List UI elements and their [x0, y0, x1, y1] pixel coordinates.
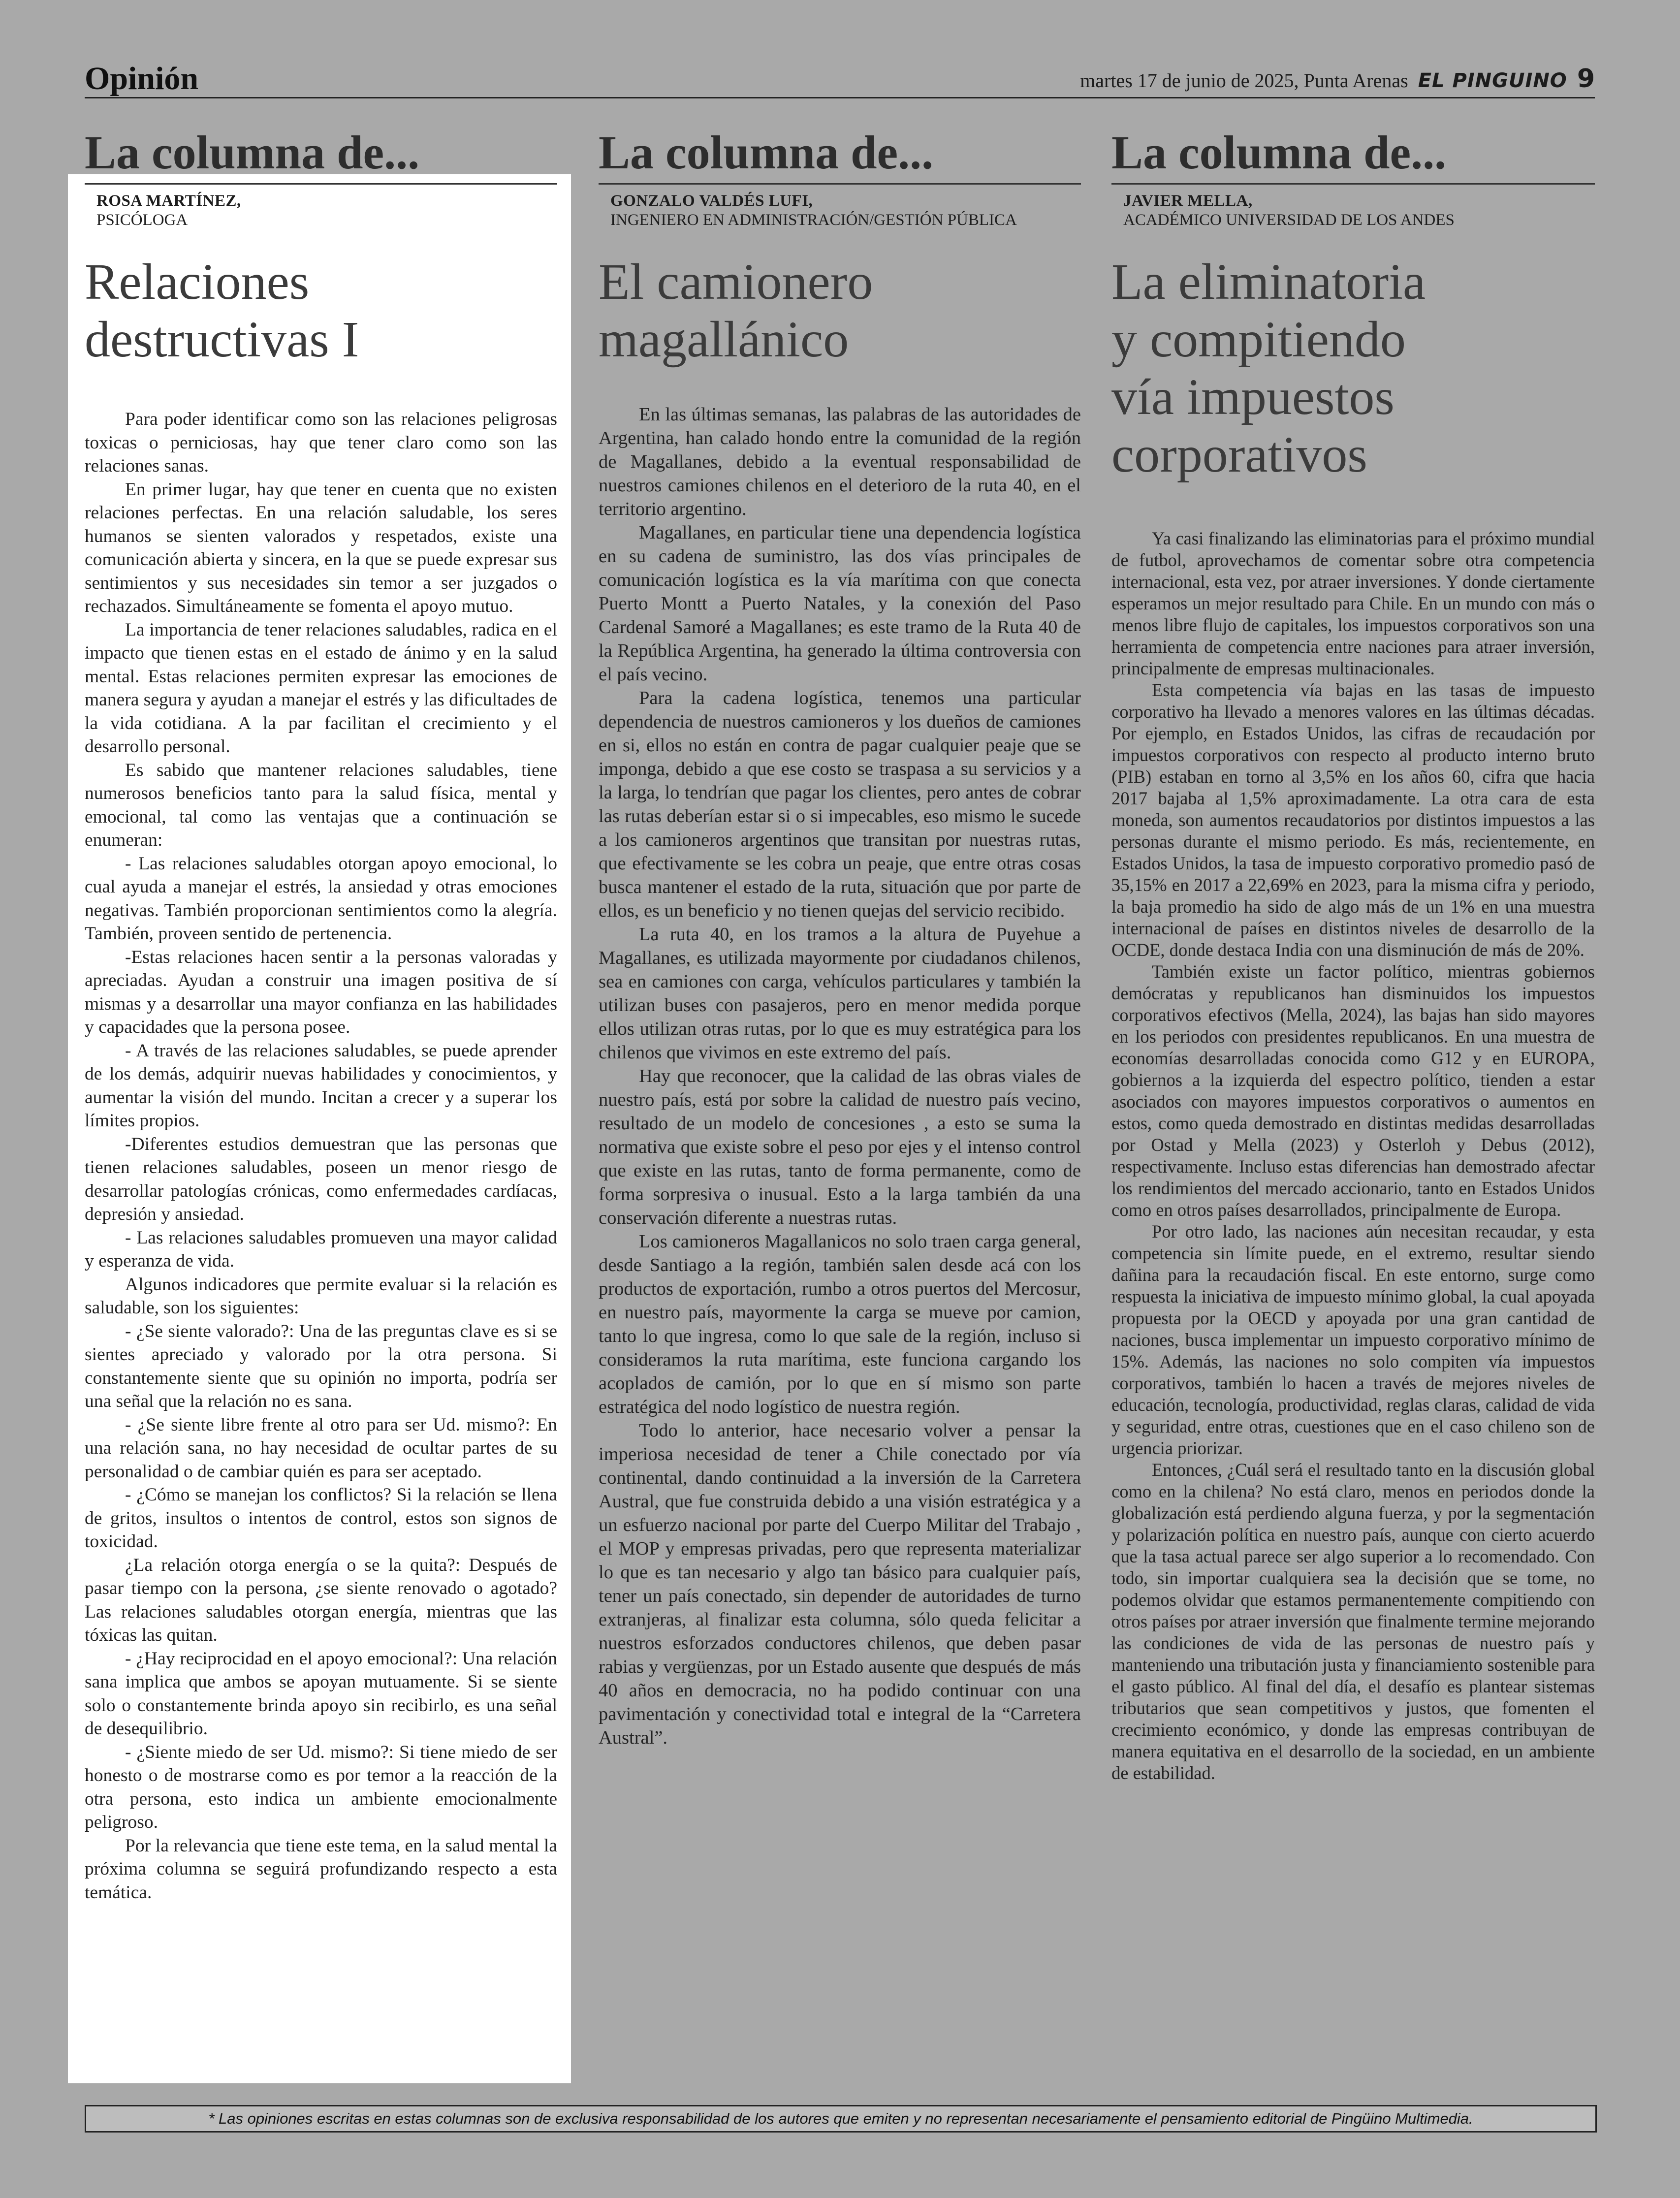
column-javier-mella — [1111, 126, 1595, 1784]
article-paragraph: Ya casi finalizando las eliminatorias para el próximo mundial de futbol, aprovechamos de comentar sobre otra competencia internacional, esta vez, por atraer inversiones. Y donde ciertamente esperamos un mejor resultado para Chile. En un mundo con más o menos libre flujo de capitales, los impuestos corporativos son una herramienta de competencia entre naciones para atraer inversión, principalmente de empresas multinacionales. — [1111, 528, 1595, 678]
column-kicker: La columna de... — [1111, 129, 1595, 185]
article-body — [85, 408, 557, 1904]
article-headline — [1111, 253, 1595, 483]
page-number: 9 — [1577, 64, 1595, 94]
article-paragraph: Para la cadena logística, tenemos una particular dependencia de nuestros camioneros y los dueños de camiones en si, ellos no están en contra de pagar cualquier peaje que se imponga, debido a que ese costo se traspasa a su servicios y a la larga, lo tendrían que pagar los clientes, pero antes de cobrar las rutas deberían estar si o si impecables, eso mismo le sucede a los camioneros argentinos que transitan por nuestras rutas, que efectivamente se les cobra un peaje, que entre otras cosas busca mantener el estado de la ruta, situación que por parte de ellos, es un beneficio y no tienen quejas del servicio recibido. — [599, 688, 1081, 921]
article-paragraph: - ¿Se siente libre frente al otro para ser Ud. mismo?: En una relación sana, no hay necesidad de ocultar partes de su personalidad o de cambiar quién es para ser aceptado. — [85, 1414, 557, 1482]
article-paragraph: - ¿Siente miedo de ser Ud. mismo?: Si tiene miedo de ser honesto o de mostrarse como es por temor a la reacción de la otra persona, esto indica un ambiente emocionalmente peligroso. — [85, 1742, 557, 1832]
article-paragraph: - Las relaciones saludables otorgan apoyo emocional, lo cual ayuda a manejar el estrés, la ansiedad y otras emociones negativas. También proporcionan sentimientos como la alegría. También, proveen sentido de pertenencia. — [85, 853, 557, 944]
article-paragraph: ¿La relación otorga energía o se la quita?: Después de pasar tiempo con la persona, ¿se siente renovado o agotado? Las relaciones saludables otorgan energía, mientras que las tóxicas las quitan. — [85, 1555, 557, 1645]
column-rosa-martinez — [85, 126, 557, 1904]
article-paragraph: - ¿Cómo se manejan los conflictos? Si la relación se llena de gritos, insultos o intentos de control, estos son signos de toxicidad. — [85, 1485, 557, 1552]
author-role: PSICÓLOGA — [96, 211, 188, 229]
article-paragraph: Para poder identificar como son las relaciones peligrosas toxicas o perniciosas, hay que tener claro como son las relaciones sanas. — [85, 409, 557, 476]
article-paragraph: Esta competencia vía bajas en las tasas de impuesto corporativo ha llevado a menores valores en las últimas décadas. Por ejemplo, en Estados Unidos, las cifras de recaudación por impuestos corporativos con respecto al producto interno bruto (PIB) estaban en torno al 3,5% en los años 60, cifra que hacia 2017 bajaba al 1,5% aproximadamente. La otra cara de esta moneda, son aumentos recaudatorios por distintos impuestos a las personas durante el mismo periodo. Es más, recientemente, en Estados Unidos, la tasa de impuesto corporativo promedio pasó de 35,15% en 2017 a 22,69% en 2023, para la misma cifra y periodo, la baja promedio ha sido de algo más de un 1% en una muestra internacional de países en distintos niveles de desarrollo de la OCDE, donde destaca India con una disminución de más de 20%. — [1111, 680, 1595, 960]
dateline: martes 17 de junio de 2025, Punta Arenas — [1080, 69, 1408, 92]
headline-line: La eliminatoria — [1111, 254, 1426, 310]
article-paragraph: La ruta 40, en los tramos a la altura de Puyehue a Magallanes, es utilizada mayormente por ciudadanos chilenos, sea en camiones con carga, vehículos particulares y también la utilizan buses con pasajeros, pero en menor medida porque ellos utilizan otras rutas, por lo que es muy estratégica para los chilenos que vivimos en este extremo del país. — [599, 924, 1081, 1063]
article-paragraph: Por la relevancia que tiene este tema, en la salud mental la próxima columna se seguirá profundizando respecto a esta temática. — [85, 1835, 557, 1903]
author-role: INGENIERO EN ADMINISTRACIÓN/GESTIÓN PÚBLICA — [610, 211, 1017, 229]
headline-line: vía impuestos — [1111, 369, 1395, 425]
footer-disclaimer: * Las opiniones escritas en estas columnas son de exclusiva responsabilidad de los autores que emiten y no representan necesariamente el pensamiento editorial de Pingüino Multimedia. — [85, 2105, 1597, 2133]
article-paragraph: Todo lo anterior, hace necesario volver a pensar la imperiosa necesidad de tener a Chile conectado por vía continental, dando continuidad a la inversión de la Carretera Austral, que fue construida debido a una visión estratégica y a un esfuerzo nacional por parte del Cuerpo Militar del Trabajo , el MOP y empresas privadas, pero que representa materializar lo que es tan necesario y algo tan básico para cualquier país, tener un país conectado, sin depender de autoridades de turno extranjeras, al finalizar esta columna, sólo queda felicitar a nuestros esforzados conductores chilenos, que deben pasar rabias y vergüenzas, por un Estado ausente que después de más 40 años en democracia, no ha podido continuar con una pavimentación y conectividad total e integral de la “Carretera Austral”. — [599, 1420, 1081, 1748]
article-headline — [85, 253, 557, 368]
headline-line: y compitiendo — [1111, 311, 1406, 368]
article-paragraph: -Estas relaciones hacen sentir a la personas valoradas y apreciadas. Ayudan a construir una imagen positiva de sí mismas y a desarrollar una mayor confianza en las habilidades y capacidades que la persona posee. — [85, 947, 557, 1037]
masthead — [1080, 64, 1595, 94]
article-paragraph: En las últimas semanas, las palabras de las autoridades de Argentina, han calado hondo entre la comunidad de la región de Magallanes, debido a la eventual responsabilidad de nuestros camiones chilenos en el deterioro de la ruta 40, en el territorio argentino. — [599, 404, 1081, 519]
article-paragraph: Los camioneros Magallanicos no solo traen carga general, desde Santiago a la región, también salen desde acá con los productos de exportación, rumbo a otros puertos del Mercosur, en nuestro país, mayormente la carga se mueve por camion, tanto lo que ingresa, como lo que sale de la región, incluso si consideramos la ruta marítima, este funciona cargando los acoplados de camión, por lo que en sí mismo son parte estratégica del nodo logístico de nuestra región. — [599, 1231, 1081, 1417]
article-paragraph: Es sabido que mantener relaciones saludables, tiene numerosos beneficios tanto para la salud física, mental y emocional, tal como las ventajas que a continuación se enumeran: — [85, 760, 557, 850]
headline-line: corporativos — [1111, 426, 1367, 483]
article-paragraph: Por otro lado, las naciones aún necesitan recaudar, y esta competencia sin límite puede, en el extremo, resultar siendo dañina para la recaudación fiscal. En este entorno, surge como respuesta la iniciativa de impuesto mínimo global, la cual apoyada propuesta por la OECD y apoyada por una gran cantidad de naciones, busca implementar un impuesto corporativo mínimo de 15%. Además, las naciones no solo compiten vía impuestos corporativos, también lo hacen a través de mejores niveles de educación, tecnología, productividad, reglas claras, calidad de vida y seguridad, entre otras, cuestiones que en el caso chileno son de urgencia priorizar. — [1111, 1221, 1595, 1458]
article-paragraph: En primer lugar, hay que tener en cuenta que no existen relaciones perfectas. En una relación saludable, los seres humanos se sienten valorados y respetados, existe una comunicación abierta y sincera, en la que se puede expresar sus sentimientos y sus necesidades sin temor a ser juzgados o rechazados. Simultáneamente se fomenta el apoyo mutuo. — [85, 479, 557, 616]
article-paragraph: También existe un factor político, mientras gobiernos demócratas y republicanos han disminuidos los impuestos corporativos efectivos (Mella, 2024), las bajas han sido mayores en los periodos con presidentes republicanos. En una muestra de economías desarrolladas conocida como G12 y en EUROPA, gobiernos a la izquierda del espectro político, tienden a estar asociados con mayores impuestos corporativos o aumentos en estos, como queda demostrado en distintas medidas desarrolladas por Ostad y Mella (2023) y Osterloh y Debus (2012), respectivamente. Incluso estas diferencias han demostrado afectar los rendimientos del mercado accionario, tanto en Estados Unidos como en otros países desarrollados, principalmente de Europa. — [1111, 961, 1595, 1220]
article-paragraph: Magallanes, en particular tiene una dependencia logística en su cadena de suministro, las dos vías principales de comunicación logística es la vía marítima con que conecta Puerto Montt a Puerto Natales, y la conexión del Paso Cardenal Samoré a Magallanes; es este tramo de la Ruta 40 de la República Argentina, ha generado la última controversia con el país vecino. — [599, 522, 1081, 685]
headline-line: Relaciones — [85, 254, 310, 310]
author-name: JAVIER MELLA, — [1123, 192, 1253, 210]
column-kicker: La columna de... — [599, 129, 1081, 185]
headline-line: El camionero — [599, 254, 873, 310]
column-kicker: La columna de... — [85, 129, 557, 185]
article-paragraph: Algunos indicadores que permite evaluar si la relación es saludable, son los siguientes: — [85, 1274, 557, 1318]
article-paragraph: - Las relaciones saludables promueven una mayor calidad y esperanza de vida. — [85, 1227, 557, 1271]
article-paragraph: - ¿Hay reciprocidad en el apoyo emocional?: Una relación sana implica que ambos se apoyan mutuamente. Si se siente solo o constantemente brinda apoyo sin recibirlo, es una señal de desequilibrio. — [85, 1648, 557, 1739]
section-title: Opinión — [85, 61, 199, 96]
page-header — [85, 60, 1595, 98]
article-headline — [599, 253, 1081, 368]
column-gonzalo-valdes — [599, 126, 1081, 1750]
article-body — [599, 403, 1081, 1750]
author-name: GONZALO VALDÉS LUFI, — [610, 192, 813, 210]
article-body — [1111, 528, 1595, 1784]
author-role: ACADÉMICO UNIVERSIDAD DE LOS ANDES — [1123, 211, 1455, 229]
headline-line: magallánico — [599, 311, 849, 368]
article-paragraph: La importancia de tener relaciones saludables, radica en el impacto que tienen estas en el estado de ánimo y en la salud mental. Estas relaciones permiten expresar las emociones de manera segura y ayudan a manejar el estrés y las dificultades de la vida cotidiana. A la par facilitan el crecimiento y el desarrollo personal. — [85, 619, 557, 757]
newspaper-logo: EL PINGUINO — [1418, 69, 1567, 92]
article-paragraph: -Diferentes estudios demuestran que las personas que tienen relaciones saludables, poseen un menor riesgo de desarrollar patologías crónicas, como enfermedades cardíacas, depresión y ansiedad. — [85, 1134, 557, 1224]
article-paragraph: - A través de las relaciones saludables, se puede aprender de los demás, adquirir nuevas habilidades y conocimientos, y aumentar la visión del mundo. Incitan a crecer y a superar los límites propios. — [85, 1040, 557, 1131]
article-paragraph: - ¿Se siente valorado?: Una de las preguntas clave es si se sientes apreciado y valorado por la otra persona. Si constantemente siente que su opinión no importa, podría ser una señal que la relación no es sana. — [85, 1321, 557, 1411]
article-paragraph: Hay que reconocer, que la calidad de las obras viales de nuestro país, está por sobre la calidad de nuestro país vecino, resultado de un modelo de concesiones , a esto se suma la normativa que existe sobre el peso por ejes y el intenso control que existe en las rutas, tanto de forma permanente, como de forma sorpresiva o inusual. Esto a la larga también da una conservación diferente a nuestras rutas. — [599, 1066, 1081, 1228]
article-paragraph: Entonces, ¿Cuál será el resultado tanto en la discusión global como en la chilena? No está claro, menos en periodos donde la globalización está perdiendo alguna fuerza, y por la segmentación y polarización política en nuestro país, aunque con cierto acuerdo que la tasa actual parece ser algo superior a lo recomendado. Con todo, sin importar cualquiera sea la decisión que se tome, no podemos olvidar que estamos permanentemente compitiendo con otros países por atraer inversión que finalmente termine mejorando las condiciones de vida de las personas de nuestro país y manteniendo una tributación justa y financiamiento sostenible para el gasto público. Al final del día, el desafío es plantear sistemas tributarios que sean competitivos y justos, que fomenten el crecimiento económico, y donde las empresas contribuyan de manera equitativa en el desarrollo de la sociedad, en un ambiente de estabilidad. — [1111, 1460, 1595, 1783]
headline-line: destructivas I — [85, 311, 359, 368]
author-name: ROSA MARTÍNEZ, — [96, 192, 241, 210]
